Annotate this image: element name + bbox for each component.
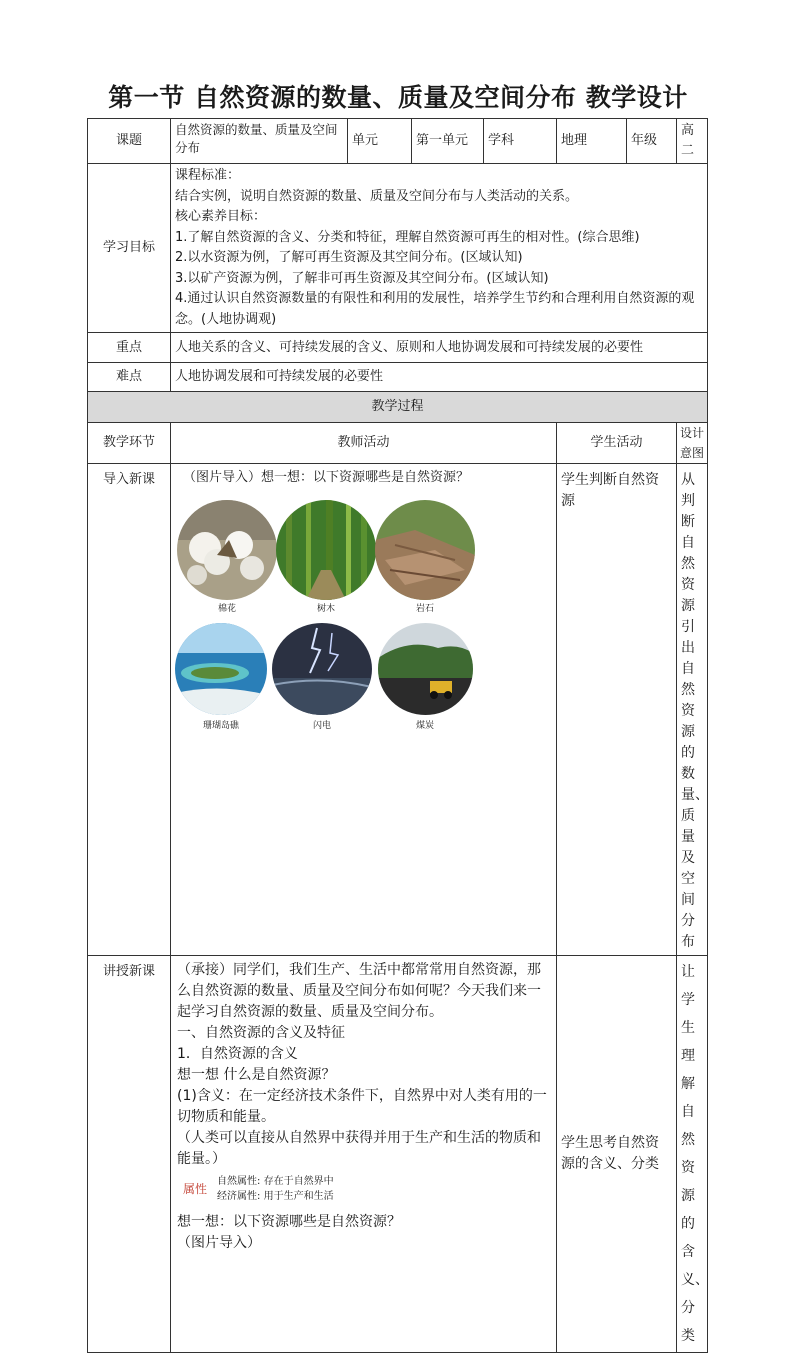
subject-label: 学科 bbox=[484, 119, 557, 164]
attribute-diagram bbox=[183, 1174, 550, 1204]
lecture-stage: 讲授新课 bbox=[88, 956, 171, 1353]
resource-gallery bbox=[175, 488, 475, 743]
lightning-photo bbox=[272, 623, 372, 715]
difficulties-label: 难点 bbox=[88, 363, 171, 392]
lecture-heading: 一、自然资源的含义及特征 bbox=[177, 1025, 345, 1041]
grade-value: 高二 bbox=[677, 119, 708, 164]
image-caption: 闪电 bbox=[312, 721, 331, 731]
lesson-plan-table bbox=[87, 118, 708, 1353]
attribute-label: 属性 bbox=[183, 1181, 208, 1196]
coal-photo bbox=[378, 623, 473, 715]
key-points-value: 人地关系的含义、可持续发展的含义、原则和人地协调发展和可持续发展的必要性 bbox=[171, 333, 708, 363]
objectives-content bbox=[171, 164, 708, 333]
intro-teacher-cell bbox=[171, 464, 557, 956]
objectives-label: 学习目标 bbox=[88, 164, 171, 333]
grade-label: 年级 bbox=[627, 119, 677, 164]
objective-line: 结合实例，说明自然资源的数量、质量及空间分布与人类活动的关系。 bbox=[175, 188, 579, 204]
lecture-student: 学生思考自然资源的含义、分类 bbox=[557, 956, 677, 1353]
column-header-stage: 教学环节 bbox=[88, 423, 171, 464]
intro-intent: 从判断自然资源引出自然资源的数量、质量及空间分布 bbox=[677, 464, 708, 956]
economic-attribute: 经济属性: 用于生产和生活 bbox=[217, 1191, 334, 1202]
image-caption: 棉花 bbox=[217, 604, 236, 614]
column-header-teacher: 教师活动 bbox=[171, 423, 557, 464]
image-caption: 岩石 bbox=[415, 604, 434, 614]
cotton-photo bbox=[177, 500, 277, 600]
image-caption: 煤炭 bbox=[415, 721, 434, 731]
image-caption: 珊瑚岛礁 bbox=[202, 721, 239, 731]
natural-attribute: 自然属性: 存在于自然界中 bbox=[217, 1176, 334, 1187]
lecture-line: (1)含义：在一定经济技术条件下，自然界中对人类有用的一切物质和能量。 bbox=[177, 1088, 547, 1125]
intro-stage: 导入新课 bbox=[88, 464, 171, 956]
objective-line: 课程标准： bbox=[175, 168, 241, 183]
objective-line: 核心素养目标： bbox=[175, 209, 267, 224]
lecture-intent: 让学生理解自然资源的含义、分类 bbox=[677, 956, 708, 1353]
process-title: 教学过程 bbox=[88, 392, 708, 423]
subject-value: 地理 bbox=[557, 119, 627, 164]
lecture-line: 想一想：以下资源哪些是自然资源？ bbox=[177, 1214, 401, 1230]
intro-student: 学生判断自然资源 bbox=[557, 464, 677, 956]
forest-photo bbox=[276, 500, 376, 600]
lecture-line: （人类可以直接从自然界中获得并用于生产和生活的物质和能量。） bbox=[177, 1130, 541, 1167]
intro-prompt: （图片导入）想一想：以下资源哪些是自然资源？ bbox=[183, 470, 470, 485]
objective-line: 3.以矿产资源为例，了解非可再生资源及其空间分布。(区域认知) bbox=[175, 270, 549, 286]
objective-line: 4.通过认识自然资源数量的有限性和利用的发展性，培养学生节约和合理利用自然资源的观念。(人地协调观) bbox=[175, 291, 695, 327]
lecture-line: （图片导入） bbox=[177, 1235, 261, 1251]
column-header-student: 学生活动 bbox=[557, 423, 677, 464]
topic-value: 自然资源的数量、质量及空间分布 bbox=[171, 119, 348, 164]
key-points-label: 重点 bbox=[88, 333, 171, 363]
image-caption: 树木 bbox=[316, 604, 335, 614]
unit-label: 单元 bbox=[348, 119, 412, 164]
unit-value: 第一单元 bbox=[412, 119, 484, 164]
rock-photo bbox=[375, 500, 475, 600]
lecture-line: 想一想 什么是自然资源？ bbox=[177, 1067, 336, 1083]
topic-label: 课题 bbox=[88, 119, 171, 164]
coral-island-photo bbox=[175, 623, 267, 715]
difficulties-value: 人地协调发展和可持续发展的必要性 bbox=[171, 363, 708, 392]
lecture-teacher-cell bbox=[171, 956, 557, 1353]
objective-line: 1.了解自然资源的含义、分类和特征，理解自然资源可再生的相对性。(综合思维) bbox=[175, 229, 640, 245]
lecture-line: （承接）同学们，我们生产、生活中都常常用自然资源，那么自然资源的数量、质量及空间分布如何呢？今天我们来一起学习自然资源的数量、质量及空间分布。 bbox=[177, 962, 541, 1020]
column-header-intent: 设计意图 bbox=[677, 423, 708, 464]
page-title: 第一节 自然资源的数量、质量及空间分布 教学设计 bbox=[108, 83, 688, 112]
lecture-line: 1．自然资源的含义 bbox=[177, 1046, 298, 1062]
objective-line: 2.以水资源为例，了解可再生资源及其空间分布。(区域认知) bbox=[175, 250, 523, 265]
